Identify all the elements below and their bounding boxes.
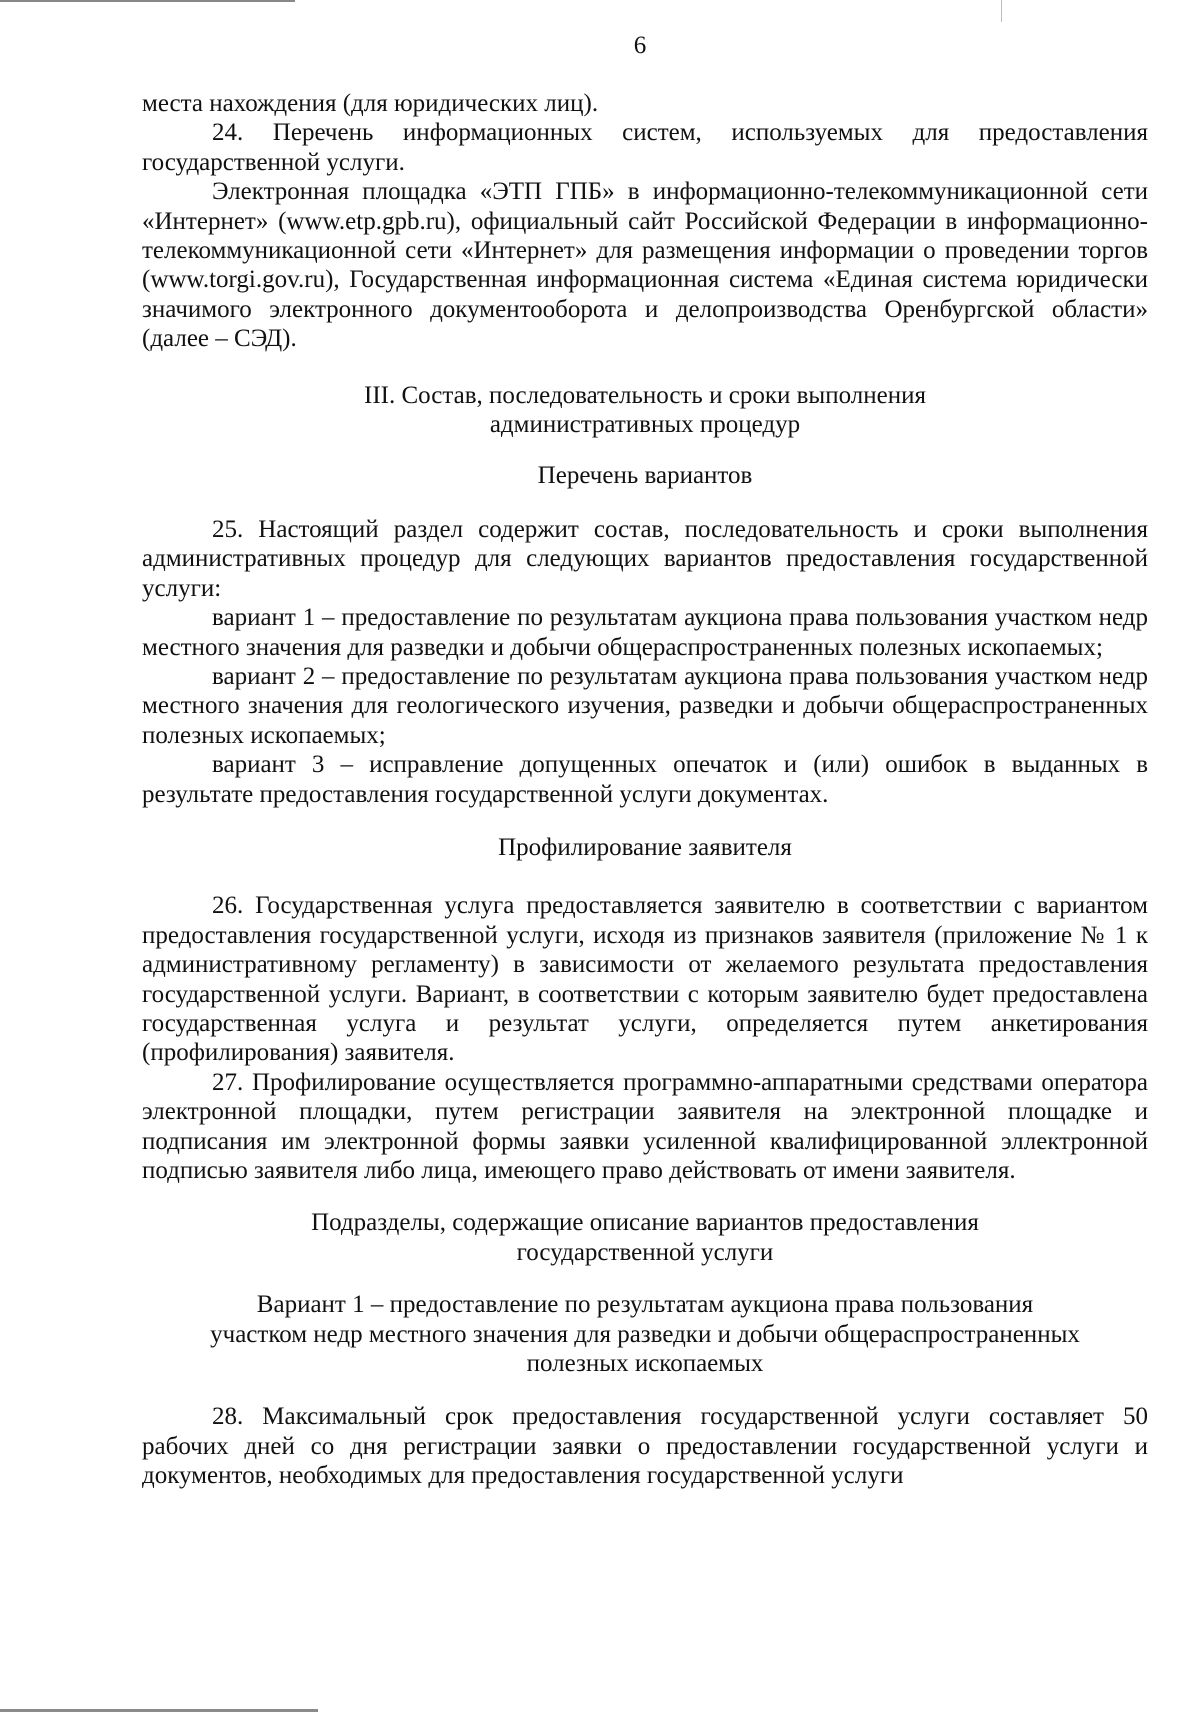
page-number: 6 [633,32,647,59]
subsections-heading-line-1: Подразделы, содержащие описание вариантов предоставления [311,1209,979,1237]
scan-edge-top [0,0,295,2]
variant-1-heading-line-2: участком недр местного значения для разведки и добычи общераспространенных [210,1320,1080,1348]
subsections-heading-line-2: государственной услуги [516,1238,774,1266]
variant-3-item: вариант 3 – исправление допущенных опечаток и (или) ошибок в выданных в результате предоставления государственной услуги документах. [142,751,1148,808]
variant-1-item: вариант 1 – предоставление по результатам аукциона права пользования участком недр местного значения для разведки и добычи общераспространенных полезных ископаемых; [142,604,1148,661]
paragraph-25: 25. Настоящий раздел содержит состав, последовательность и сроки выполнения административных процедур для следующих вариантов предоставления государственной услуги: [142,515,1148,602]
subsections-heading [142,1208,1148,1267]
scan-edge-bottom [0,1709,318,1712]
section-3-heading-line-1: III. Состав, последовательность и сроки выполнения [364,381,926,409]
variant-2-item: вариант 2 – предоставление по результатам аукциона права пользования участком недр местного значения для геологического изучения, разведки и добычи общераспространенных полезных ископаемых; [142,662,1148,749]
paragraph-continuation: места нахождения (для юридических лиц). [142,90,599,117]
variant-1-heading-line-3: полезных ископаемых [526,1350,764,1378]
paragraph-28: 28. Максимальный срок предоставления государственной услуги составляет 50 рабочих дней со дня регистрации заявки о предоставлении государственной услуги и документов, необходимых для предоставления государственной услуги [142,1403,1148,1490]
variant-1-heading-line-1: Вариант 1 – предоставление по результатам аукциона права пользования [256,1291,1034,1319]
section-3-heading-line-2: административных процедур [489,411,801,439]
profiling-heading: Профилирование заявителя [498,833,792,861]
variants-list-heading: Перечень вариантов [537,462,753,490]
paragraph-26: 26. Государственная услуга предоставляется заявителю в соответствии с вариантом предоставления государственной услуги, исходя из признаков заявителя (приложение № 1 к административному регламенту) в зависимости от желаемого результата предоставления государственной услуги. Вариант, в соответствии с которым заявителю будет предоставлена государственная услуга и результат услуги, определяется путем анкетирования (профилирования) заявителя. [142,892,1148,1067]
paragraph-24-systems: Электронная площадка «ЭТП ГПБ» в информационно-телекоммуникационной сети «Интернет» (www.etp.gpb.ru), официальный сайт Российской Федерации в информационно-телекоммуникационной сети «Интернет» для размещения информации о проведении торгов (www.torgi.gov.ru), Государственная информационная система «Единая система юридически значимого электронного документооборота и делопроизводства Оренбургской области» (далее – СЭД). [142,178,1148,353]
section-3-heading [142,381,1148,440]
paragraph-27: 27. Профилирование осуществляется программно-аппаратными средствами оператора электронной площадки, путем регистрации заявителя на электронной площадке и подписания им электронной формы заявки усиленной квалифицированной эллектронной подписью заявителя либо лица, имеющего право действовать от имени заявителя. [142,1068,1148,1184]
scan-edge-right [1001,0,1002,22]
paragraph-24: 24. Перечень информационных систем, используемых для предоставления государственной услуги. [142,119,1148,176]
variant-1-heading [142,1290,1148,1378]
document-body [142,89,1148,1491]
